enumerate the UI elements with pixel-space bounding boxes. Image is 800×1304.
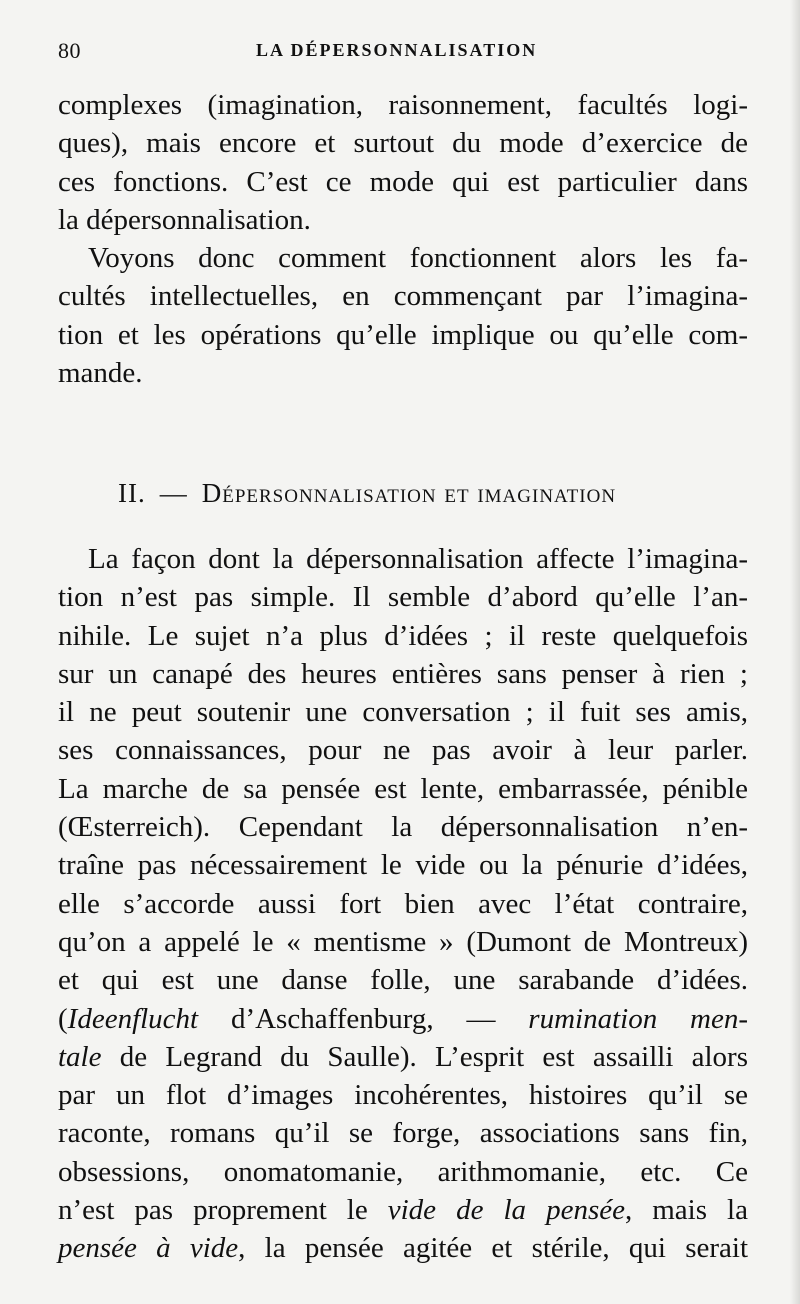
text-line: la dépersonnalisation. xyxy=(58,203,311,236)
page-number: 80 xyxy=(58,38,81,63)
text-line: raconte, romans qu’il se forge, associations sans fin, xyxy=(58,1117,748,1150)
text-line xyxy=(58,1229,748,1267)
text-line: traîne pas nécessairement le vide ou la pénurie d’idées, xyxy=(58,849,748,882)
text-line: La façon dont la dépersonnalisation affecte l’imagina- xyxy=(88,543,748,575)
paragraph-continuation xyxy=(58,86,748,239)
text-fragment: , la pensée agitée et stérile, qui serait xyxy=(238,1232,749,1265)
text-fragment: de Legrand du Saulle). L’esprit est assailli alors xyxy=(101,1040,748,1073)
text-line: tion et les opérations qu’elle implique ou qu’elle com- xyxy=(58,318,748,351)
paragraph-voyons xyxy=(58,239,748,392)
text-line: (Œsterreich). Cependant la dépersonnalisation n’en- xyxy=(58,811,748,844)
text-line: tion n’est pas simple. Il semble d’abord qu’elle l’an- xyxy=(58,581,748,614)
italic-term: pensée à vide xyxy=(58,1232,239,1265)
section-number: II. xyxy=(118,478,146,508)
page-header xyxy=(58,38,748,68)
text-line: complexes (imagination, raisonnement, facultés logi- xyxy=(58,89,748,121)
text-line xyxy=(58,1191,748,1229)
text-fragment: n’est pas proprement le xyxy=(58,1194,388,1227)
text-line: ces fonctions. C’est ce mode qui est particulier dans xyxy=(58,165,748,198)
text-line: ses connaissances, pour ne pas avoir à leur parler. xyxy=(58,734,748,767)
italic-term: tale xyxy=(58,1040,102,1073)
text-line: sur un canapé des heures entières sans penser à rien ; xyxy=(58,657,748,690)
page-edge-shadow xyxy=(790,0,800,1304)
text-line: obsessions, onomatomanie, arithmomanie, etc. Ce xyxy=(58,1155,748,1188)
text-line: Voyons donc comment fonctionnent alors les fa- xyxy=(88,242,748,274)
text-line: cultés intellectuelles, en commençant par l’imagina- xyxy=(58,280,748,313)
text-line: ques), mais encore et surtout du mode d’exercice de xyxy=(58,127,748,160)
text-fragment: , mais la xyxy=(624,1194,748,1227)
text-line: La marche de sa pensée est lente, embarrassée, pénible xyxy=(58,772,748,805)
italic-term: rumination men- xyxy=(528,1002,748,1035)
section-heading xyxy=(118,478,688,509)
running-title: LA DÉPERSONNALISATION xyxy=(256,40,538,60)
text-fragment: ( xyxy=(58,1002,68,1035)
section-dash: — xyxy=(159,478,188,508)
section-title: Dépersonnalisation et imagination xyxy=(201,478,617,508)
text-line: mande. xyxy=(58,356,143,389)
text-line: il ne peut soutenir une conversation ; il fuit ses amis, xyxy=(58,696,748,729)
text-line xyxy=(58,1038,748,1076)
italic-term: vide de la pensée xyxy=(387,1194,625,1227)
text-fragment: d’Aschaffenburg, — xyxy=(198,1002,529,1035)
text-line: nihile. Le sujet n’a plus d’idées ; il reste quelquefois xyxy=(58,619,748,652)
paragraph-imagination xyxy=(58,540,748,1268)
text-line: et qui est une danse folle, une sarabande d’idées. xyxy=(58,964,748,997)
text-line: par un flot d’images incohérentes, histoires qu’il se xyxy=(58,1079,748,1112)
text-line: qu’on a appelé le « mentisme » (Dumont de Montreux) xyxy=(58,925,748,958)
text-line xyxy=(58,1000,748,1038)
italic-term: Ideenflucht xyxy=(67,1002,199,1035)
text-line: elle s’accorde aussi fort bien avec l’état contraire, xyxy=(58,887,748,920)
